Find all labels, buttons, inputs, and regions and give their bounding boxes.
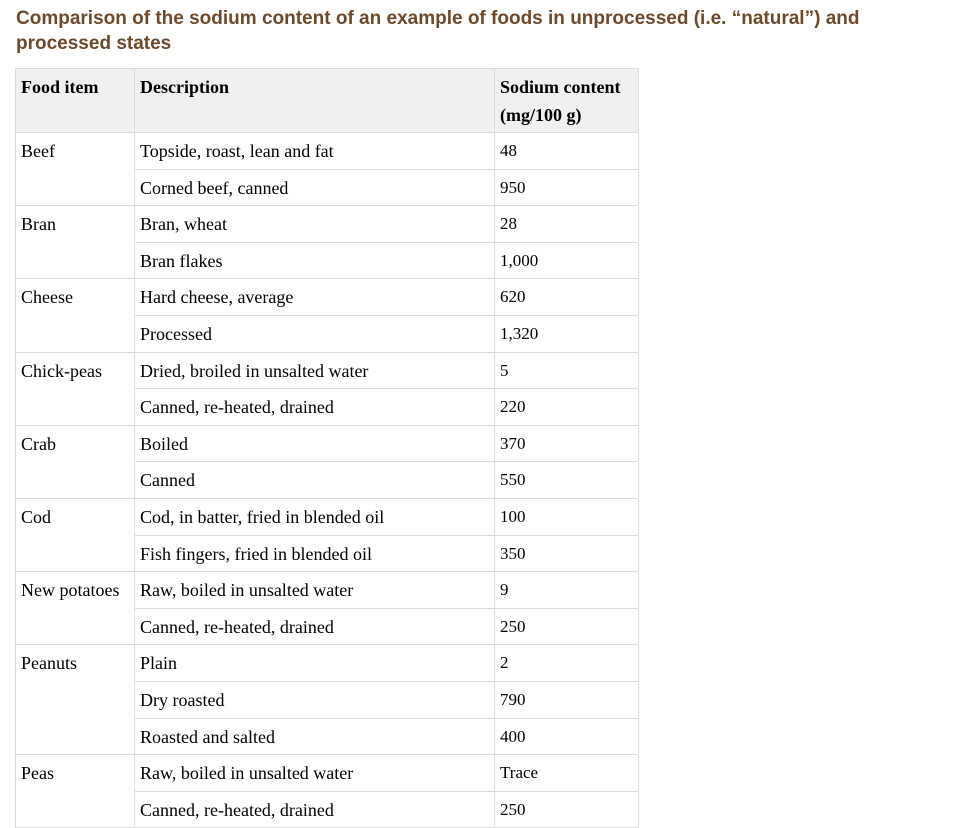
sodium-content-cell: 620 [495, 279, 639, 316]
description-cell: Canned, re-heated, drained [135, 389, 495, 426]
description-cell: Bran flakes [135, 242, 495, 279]
table-row [16, 425, 639, 462]
sodium-content-cell: 790 [495, 681, 639, 718]
description-cell: Plain [135, 645, 495, 682]
description-cell: Hard cheese, average [135, 279, 495, 316]
sodium-content-cell: 550 [495, 462, 639, 499]
description-cell: Corned beef, canned [135, 169, 495, 206]
food-item-cell: Cod [16, 498, 135, 571]
food-item-cell: Cheese [16, 279, 135, 352]
food-item-cell: New potatoes [16, 572, 135, 645]
food-item-cell: Peas [16, 755, 135, 828]
description-cell: Roasted and salted [135, 718, 495, 755]
sodium-content-cell: 100 [495, 498, 639, 535]
table-row [16, 498, 639, 535]
sodium-content-cell: Trace [495, 755, 639, 792]
table-row [16, 352, 639, 389]
sodium-content-cell: 48 [495, 133, 639, 170]
food-item-cell: Peanuts [16, 645, 135, 755]
sodium-content-cell: 400 [495, 718, 639, 755]
sodium-content-cell: 220 [495, 389, 639, 426]
food-item-cell: Crab [16, 425, 135, 498]
description-cell: Boiled [135, 425, 495, 462]
description-cell: Dry roasted [135, 681, 495, 718]
sodium-content-cell: 2 [495, 645, 639, 682]
table-row [16, 755, 639, 792]
description-cell: Processed [135, 315, 495, 352]
table-row [16, 206, 639, 243]
table-row [16, 572, 639, 609]
food-item-cell: Chick-peas [16, 352, 135, 425]
description-cell: Cod, in batter, fried in blended oil [135, 498, 495, 535]
header-sodium-label: Sodium content [500, 77, 621, 97]
food-item-cell: Bran [16, 206, 135, 279]
sodium-content-cell: 950 [495, 169, 639, 206]
description-cell: Canned [135, 462, 495, 499]
sodium-content-cell: 9 [495, 572, 639, 609]
sodium-content-cell: 250 [495, 791, 639, 828]
sodium-content-cell: 5 [495, 352, 639, 389]
description-cell: Dried, broiled in unsalted water [135, 352, 495, 389]
header-food-item: Food item [16, 69, 135, 133]
description-cell: Topside, roast, lean and fat [135, 133, 495, 170]
sodium-content-cell: 350 [495, 535, 639, 572]
sodium-content-cell: 370 [495, 425, 639, 462]
table-header-row [16, 69, 639, 133]
table-row [16, 133, 639, 170]
table-caption: Comparison of the sodium content of an example of foods in unprocessed (i.e. “natural”) and processed states [16, 8, 860, 54]
description-cell: Canned, re-heated, drained [135, 608, 495, 645]
table-row [16, 645, 639, 682]
sodium-content-cell: 1,320 [495, 315, 639, 352]
description-cell: Raw, boiled in unsalted water [135, 755, 495, 792]
sodium-content-cell: 250 [495, 608, 639, 645]
description-cell: Bran, wheat [135, 206, 495, 243]
sodium-content-cell: 28 [495, 206, 639, 243]
sodium-table [15, 68, 639, 828]
description-cell: Raw, boiled in unsalted water [135, 572, 495, 609]
header-sodium-unit: (mg/100 g) [500, 105, 582, 125]
sodium-content-cell: 1,000 [495, 242, 639, 279]
table-row [16, 279, 639, 316]
header-sodium-content [495, 69, 639, 133]
table-body [16, 133, 639, 828]
description-cell: Canned, re-heated, drained [135, 791, 495, 828]
header-description: Description [135, 69, 495, 133]
food-item-cell: Beef [16, 133, 135, 206]
description-cell: Fish fingers, fried in blended oil [135, 535, 495, 572]
